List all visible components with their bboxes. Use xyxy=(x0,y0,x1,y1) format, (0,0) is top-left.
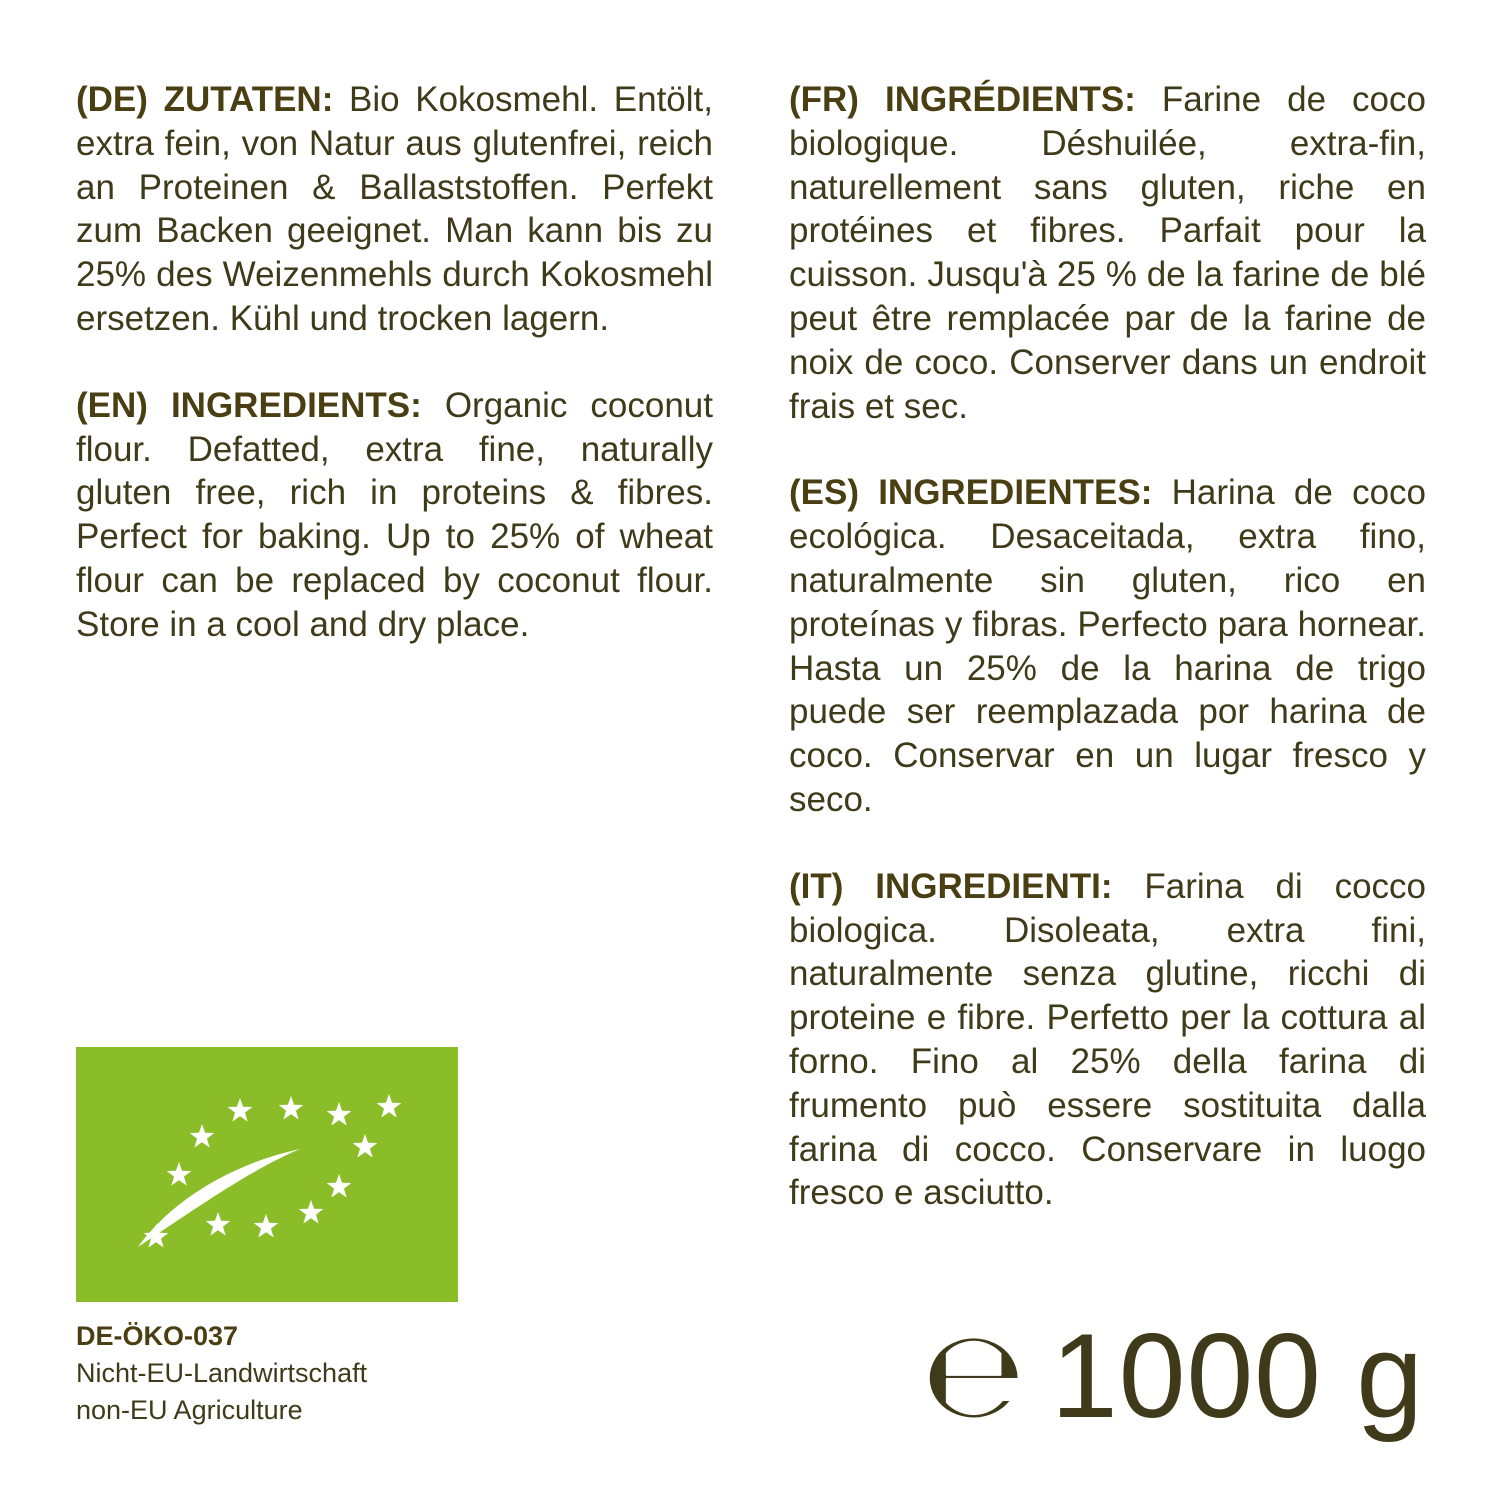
ingredients-es-label: (ES) INGREDIENTES: xyxy=(789,473,1153,513)
ingredients-it-label: (IT) INGREDIENTI: xyxy=(789,866,1113,906)
estimated-sign-icon: ℮ xyxy=(922,1306,1025,1445)
net-weight-amount: 1000 g xyxy=(1050,1309,1424,1443)
certification-info xyxy=(76,1318,367,1429)
eu-organic-leaf-icon xyxy=(76,1047,458,1302)
agriculture-origin-en: non-EU Agriculture xyxy=(76,1395,303,1425)
ingredients-de-label: (DE) ZUTATEN: xyxy=(76,80,334,119)
ingredients-fr-label: (FR) INGRÉDIENTS: xyxy=(789,80,1136,119)
net-weight xyxy=(922,1306,1424,1445)
ingredients-de-text: Bio Kokosmehl. Entölt, extra fein, von Natur aus glutenfrei, reich an Proteinen & Ballaststoffen. Perfekt zum Backen geeignet. Man kann bis zu 25% des Weizenmehls durch Kokosmehl ersetzen. Kühl und trocken lagern. xyxy=(76,80,713,338)
ingredients-es xyxy=(789,471,1426,821)
ingredients-it-text: Farina di cocco biologica. Disoleata, extra fini, naturalmente senza glutine, ricchi di proteine e fibre. Perfetto per la cottura al forno. Fino al 25% della farina di frumento può essere sostituita dalla farina di cocco. Conservare in luogo fresco e asciutto. xyxy=(789,866,1426,1213)
left-column xyxy=(76,78,713,690)
agriculture-origin-de: Nicht-EU-Landwirtschaft xyxy=(76,1358,368,1388)
ingredients-en xyxy=(76,384,713,647)
ingredients-it xyxy=(789,865,1426,1215)
ingredients-fr-text: Farine de coco biologique. Déshuilée, extra-fin, naturellement sans gluten, riche en protéines et fibres. Parfait pour la cuisson. Jusqu'à 25 % de la farine de blé peut être remplacée par de la farine de noix de coco. Conserver dans un endroit frais et sec. xyxy=(789,80,1426,426)
ingredients-en-label: (EN) INGREDIENTS: xyxy=(76,385,422,425)
certification-code: DE-ÖKO-037 xyxy=(76,1321,239,1351)
right-column xyxy=(789,78,1426,1258)
ingredients-fr xyxy=(789,78,1426,428)
ingredients-en-text: Organic coconut flour. Defatted, extra fine, naturally gluten free, rich in proteins & fibres. Perfect for baking. Up to 25% of wheat flour can be replaced by coconut flour. Store in a cool and dry place. xyxy=(76,385,713,644)
ingredients-es-text: Harina de coco ecológica. Desaceitada, extra fino, naturalmente sin gluten, rico en proteínas y fibras. Perfecto para hornear. Hasta un 25% de la harina de trigo puede ser reemplazada por harina de coco. Conservar en un lugar fresco y seco. xyxy=(789,473,1426,819)
ingredients-de xyxy=(76,78,713,341)
